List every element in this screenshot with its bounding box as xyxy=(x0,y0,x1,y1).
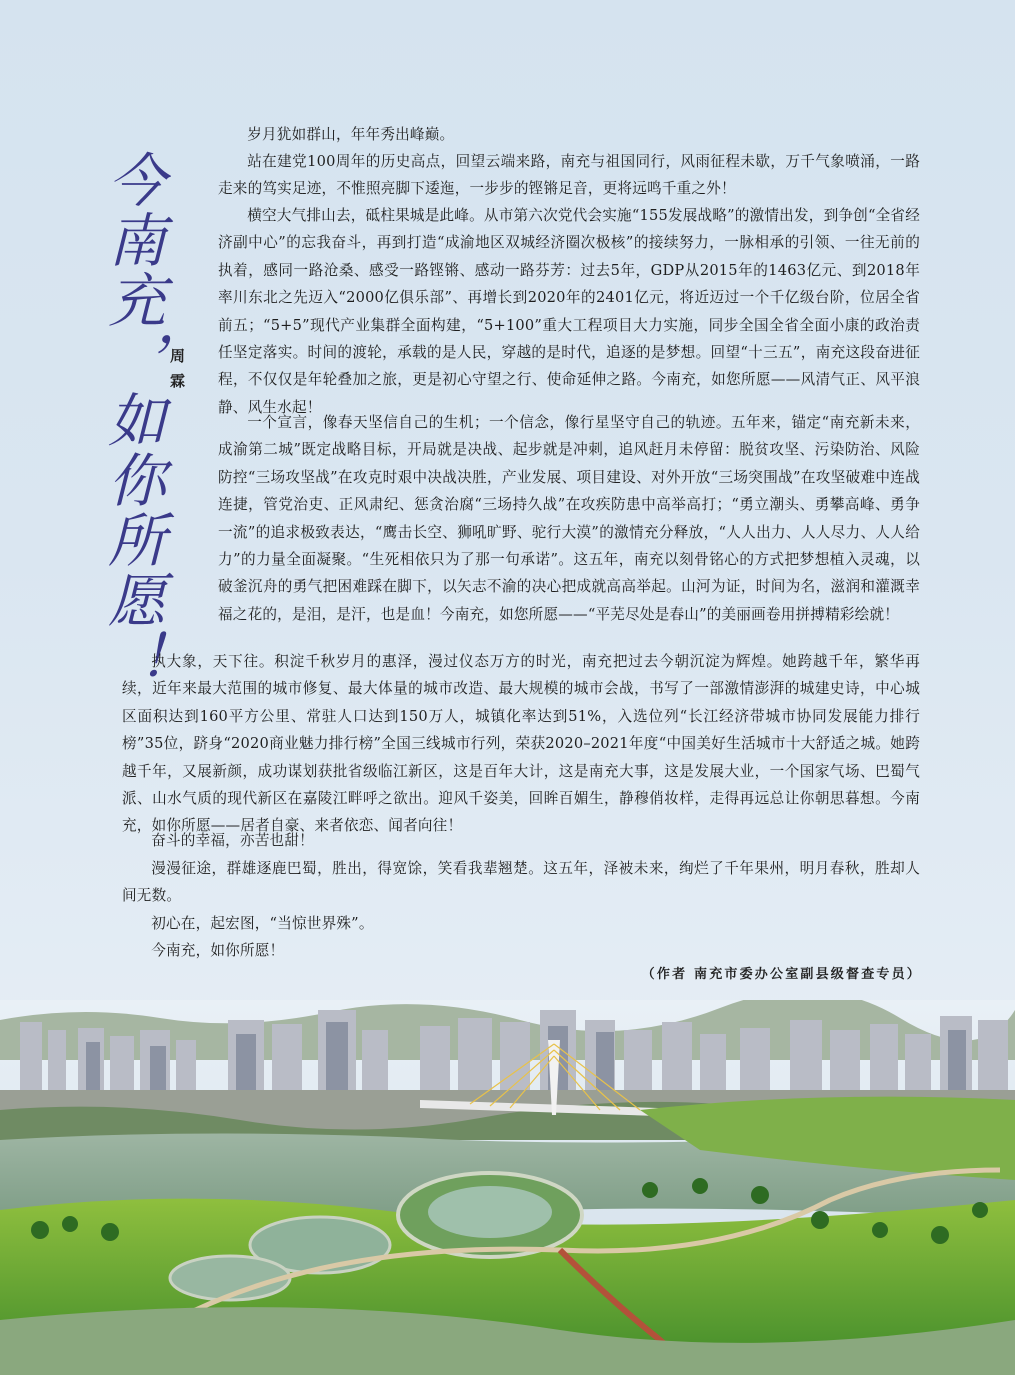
city-photo xyxy=(0,1000,1015,1375)
paragraph-9: 今南充，如你所愿！ xyxy=(151,942,285,959)
paragraph-4: 一个宣言，像春天坚信自己的生机；一个信念，像行星坚守自己的轨迹。五年来，锚定“南充新未来，成渝第二城”既定战略目标，开局就是决战、起步就是冲刺，追风赶月未停留：脱贫攻坚、污染防治、风险防控“三场攻坚战”在攻克时艰中决战决胜，产业发展、项目建设、对外开放“三场突围战”在攻坚破难中连战连捷，管党治吏、正风肃纪、惩贪治腐“三场持久战”在攻疾防患中高举高打；“勇立潮头、勇攀高峰、勇争一流”的追求极致表达，“鹰击长空、狮吼旷野、驼行大漠”的激情充分释放，“人人出力、人人尽力、人人给力”的力量全面凝聚。“生死相依只为了那一句承诺”。这五年，南充以刻骨铭心的方式把梦想植入灵魂，以破釜沉舟的勇气把困难踩在脚下，以矢志不渝的决心把成就高高举起。山河为证，时间为名，滋润和灌溉幸福之花的，是泪，是汗，也是血！今南充，如您所愿——“平芜尽处是春山”的美丽画卷用拼搏精彩绘就！ xyxy=(218,414,920,623)
paragraph-2: 站在建党100周年的历史高点，回望云端来路，南充与祖国同行，风雨征程未歇，万千气象喷涌，一路走来的笃实足迹，不惟照亮脚下逶迤，一步步的铿锵足音，更将远鸣千重之外！ xyxy=(218,153,920,198)
paragraph-1: 岁月犹如群山，年年秀出峰巅。 xyxy=(247,126,455,143)
paragraph-7: 漫漫征途，群雄逐鹿巴蜀，胜出，得宽馀，笑看我辈翘楚。这五年，泽被未来，绚烂了千年果州，明月春秋，胜却人间无数。 xyxy=(122,860,920,905)
paragraph-3: 横空大气排山去，砥柱果城是此峰。从市第六次党代会实施“155发展战略”的激情出发，到争创“全省经济副中心”的忘我奋斗，再到打造“成渝地区双城经济圈次极核”的接续努力，一脉相承的引领、一往无前的执着，感同一路沧桑、感受一路铿锵、感动一路芬芳：过去5年，GDP从2015年的1463亿元、到2018年率川东北之先迈入“2000亿俱乐部”、再增长到2020年的2401亿元，将近迈过一个千亿级台阶，位居全省前五；“5+5”现代产业集群全面构建，“5+100”重大工程项目大力实施，同步全国全省全面小康的政治责任坚定落实。时间的渡轮，承载的是人民，穿越的是时代，追逐的是梦想。回望“十三五”，南充这段奋进征程，不仅仅是年轮叠加之旅，更是初心守望之行、使命延伸之路。今南充，如您所愿——风清气正、风平浪静、风生水起！ xyxy=(218,207,920,416)
article-author: 周霖 xyxy=(168,348,186,398)
author-credit: （作者 南充市委办公室副县级督查专员） xyxy=(641,967,922,982)
paragraph-6: 奋斗的幸福，亦苦也甜！ xyxy=(151,832,314,849)
article-title: 今南充，如你所愿！ xyxy=(98,150,166,690)
city-skyline-bridge-park-river-icon xyxy=(0,1000,1015,1375)
paragraph-5: 执大象，天下往。积淀千秋岁月的惠泽，漫过仪态万方的时光，南充把过去今朝沉淀为辉煌。她跨越千年，繁华再续，近年来最大范围的城市修复、最大体量的城市改造、最大规模的城市会战，书写了一部激情澎湃的城建史诗，中心城区面积达到160平方公里、常驻人口达到150万人，城镇化率达到51%，入选位列“长江经济带城市协同发展能力排行榜”35位，跻身“2020商业魅力排行榜”全国三线城市行列，荣获2020–2021年度“中国美好生活城市十大舒适之城。她跨越千年，又展新颜，成功谋划获批省级临江新区，这是百年大计，这是南充大事，这是发展大业，一个国家气场、巴蜀气派、山水气质的现代新区在嘉陵江畔呼之欲出。迎风千姿美，回眸百媚生，静穆俏妆样，走得再远总让你朝思暮想。今南充，如你所愿——居者自豪、来者依恋、闻者向往！ xyxy=(122,653,920,835)
paragraph-8: 初心在，起宏图，“当惊世界殊”。 xyxy=(151,915,374,932)
